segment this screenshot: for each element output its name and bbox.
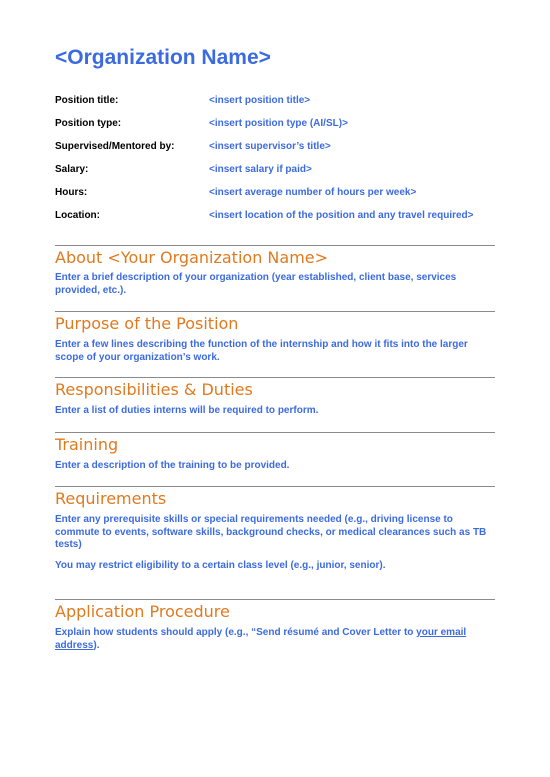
field-label: Position type: — [55, 118, 122, 129]
field-row-supervised-by — [55, 141, 495, 155]
email-address-link[interactable]: your email address — [55, 627, 467, 651]
section-body: Enter a brief description of your organization (year established, client base, services provided, etc.). — [55, 272, 457, 296]
section-divider — [55, 377, 495, 378]
section-body: Enter a few lines describing the function of the internship and how it fits into the larger scope of your organization’s work. — [55, 339, 468, 363]
field-row-position-type — [55, 118, 495, 132]
application-text-prefix: Explain how students should apply (e.g., “Send résumé and Cover Letter to — [55, 627, 417, 638]
field-label: Salary: — [55, 164, 89, 175]
section-body: Enter any prerequisite skills or special requirements needed (e.g., driving license to commute to events, software skills, background checks, or medical clearances such as TB tests) — [55, 514, 487, 550]
section-body: Enter a list of duties interns will be required to perform. — [55, 405, 319, 416]
section-divider — [55, 245, 495, 246]
section-heading: Requirements — [55, 489, 167, 508]
field-value: <insert supervisor’s title> — [209, 141, 331, 152]
section-heading: Responsibilities & Duties — [55, 380, 253, 399]
section-divider — [55, 432, 495, 433]
section-requirements — [55, 486, 495, 572]
field-label: Position title: — [55, 95, 119, 106]
section-heading: About <Your Organization Name> — [55, 248, 329, 267]
section-divider — [55, 599, 495, 600]
section-application — [55, 599, 495, 652]
section-body — [55, 627, 495, 652]
section-purpose — [55, 311, 495, 364]
field-label: Supervised/Mentored by: — [55, 141, 175, 152]
field-row-hours — [55, 187, 495, 201]
field-row-salary — [55, 164, 495, 178]
section-body: Enter a description of the training to be provided. — [55, 460, 290, 471]
section-heading: Purpose of the Position — [55, 314, 239, 333]
field-value: <insert position type (AI/SL)> — [209, 118, 348, 129]
section-responsibilities — [55, 377, 495, 418]
field-label: Location: — [55, 210, 100, 221]
field-row-position-title — [55, 95, 495, 109]
field-value: <insert salary if paid> — [209, 164, 312, 175]
field-row-location — [55, 210, 495, 224]
field-value: <insert average number of hours per week> — [209, 187, 417, 198]
section-about — [55, 245, 495, 297]
organization-name-title: <Organization Name> — [55, 46, 271, 69]
section-divider — [55, 311, 495, 312]
section-divider — [55, 486, 495, 487]
application-text-suffix: ). — [93, 639, 100, 651]
field-value: <insert position title> — [209, 95, 311, 106]
field-value: <insert location of the position and any travel required> — [209, 210, 474, 221]
section-heading: Application Procedure — [55, 602, 230, 621]
section-training — [55, 432, 495, 473]
section-body-secondary: You may restrict eligibility to a certain class level (e.g., junior, senior). — [55, 559, 386, 571]
section-heading: Training — [55, 435, 119, 454]
field-label: Hours: — [55, 187, 88, 198]
